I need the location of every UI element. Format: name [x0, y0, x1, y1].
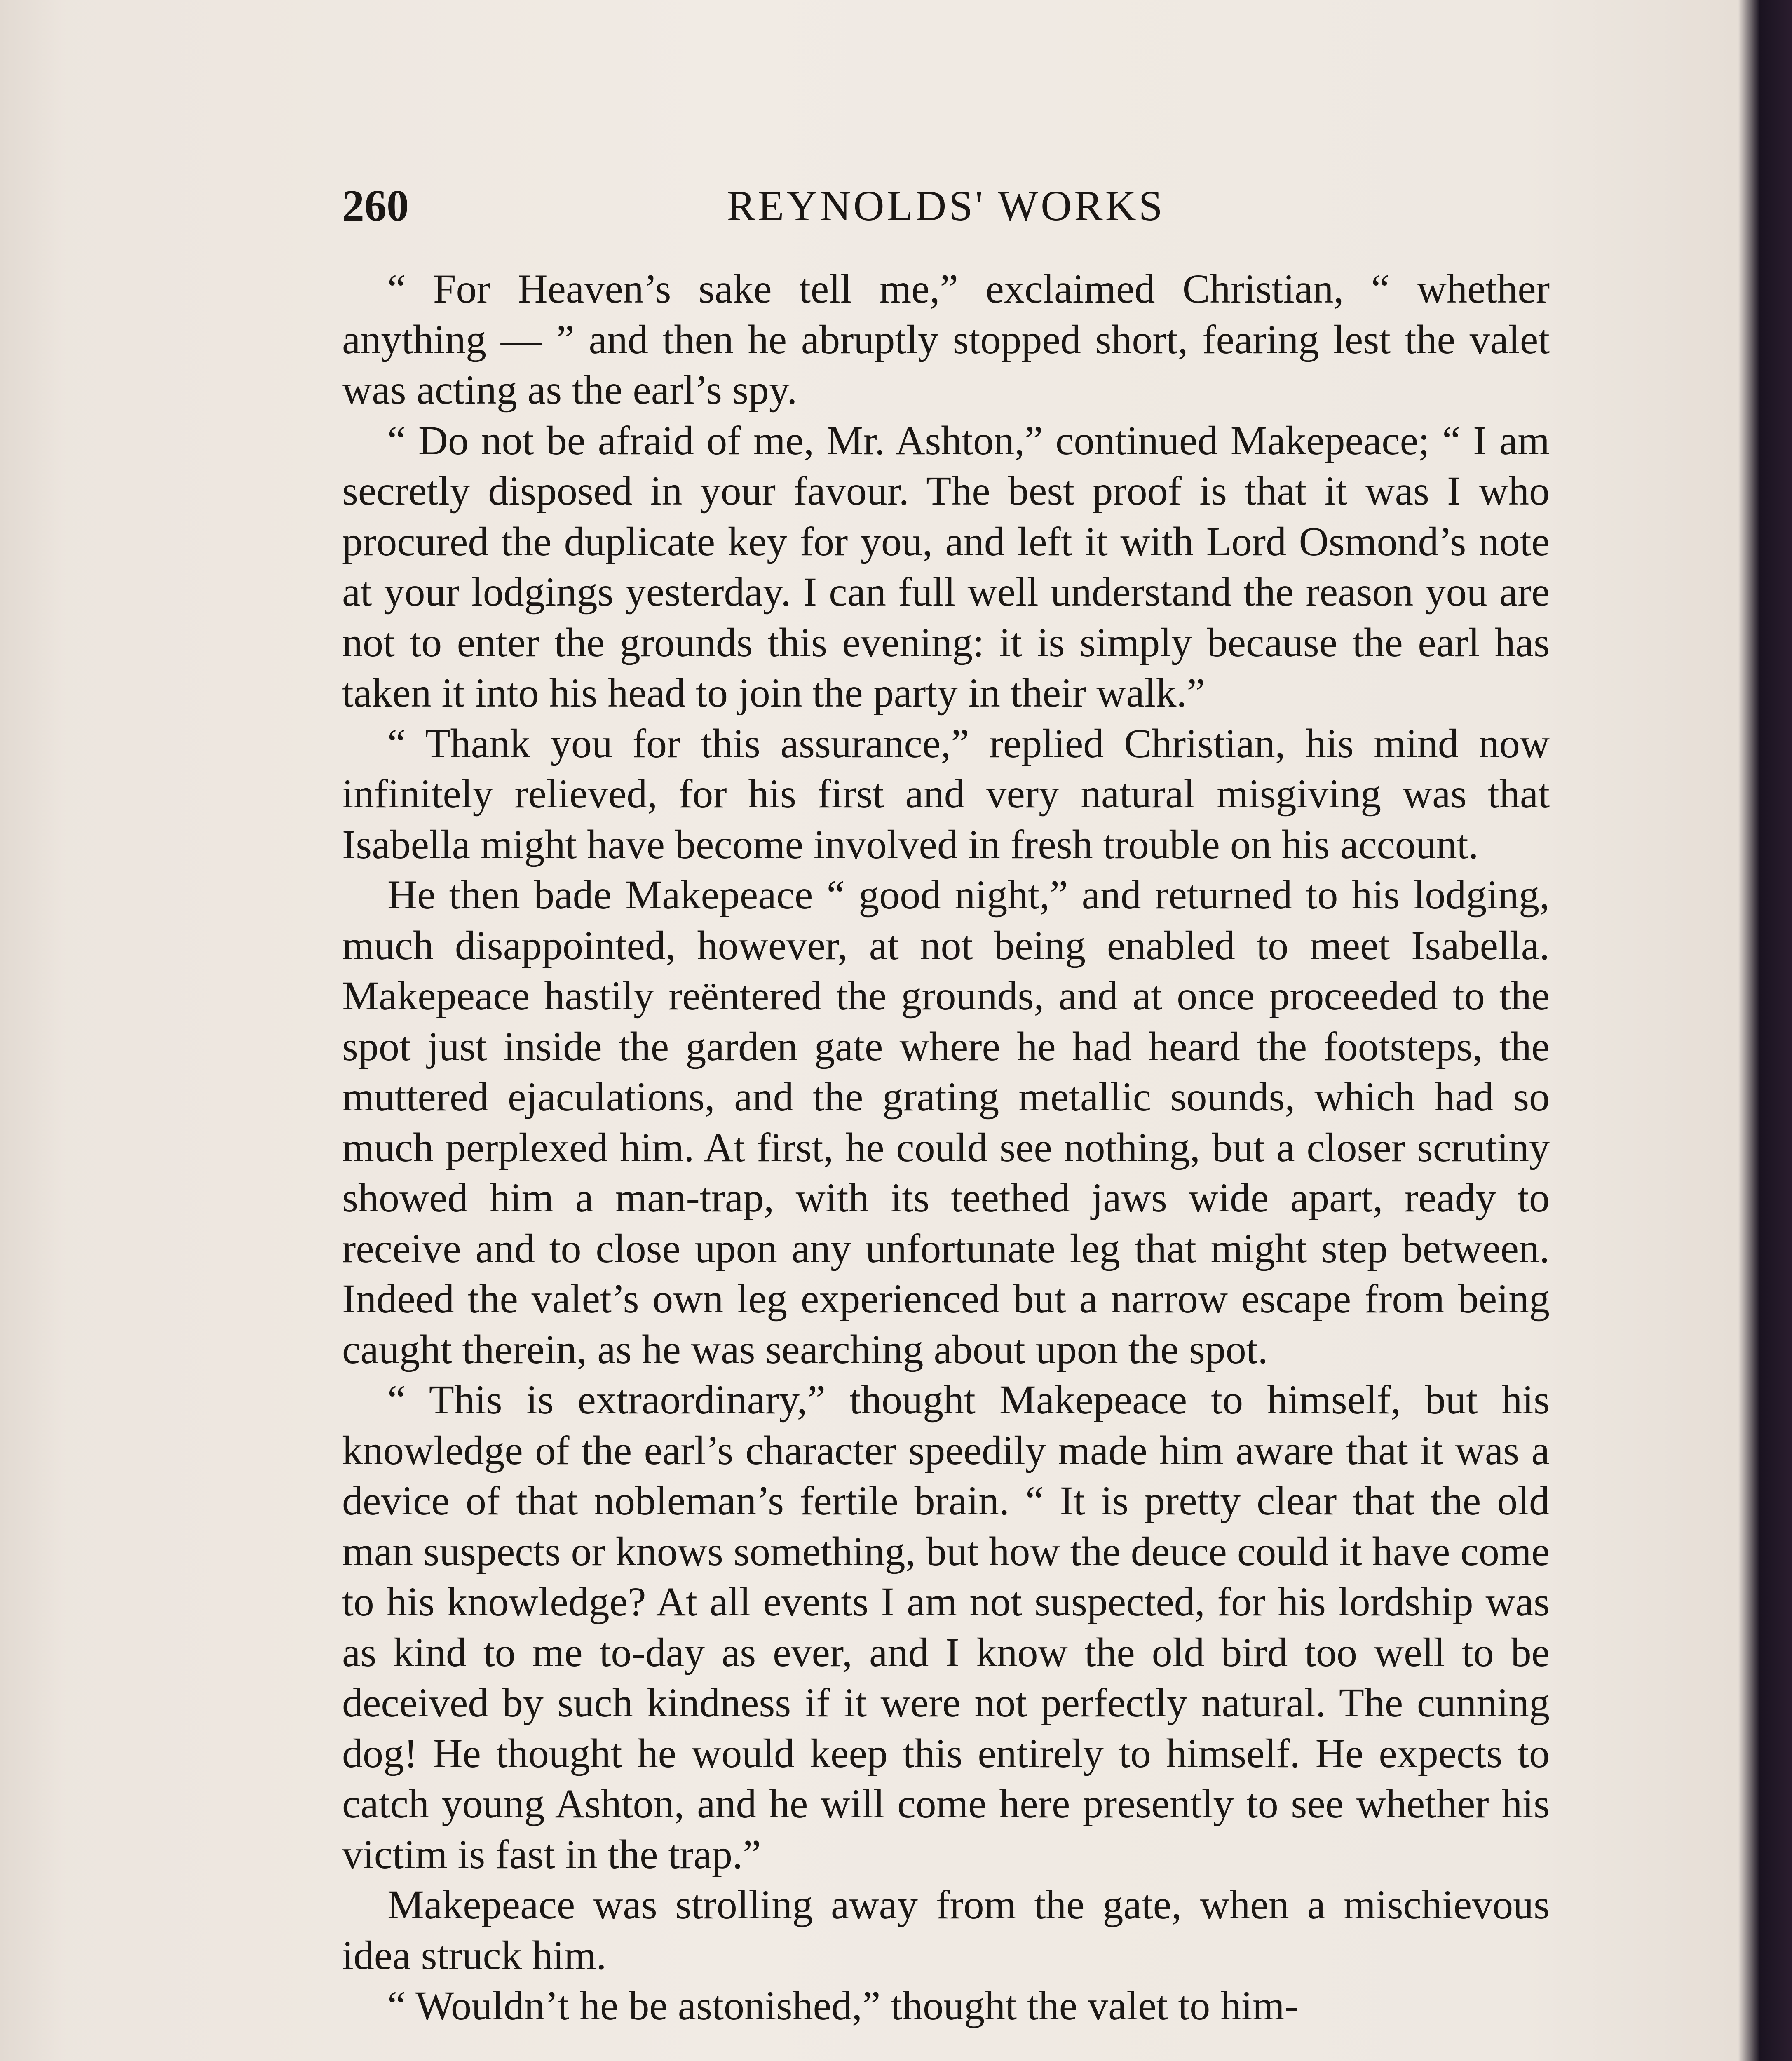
paragraph: “ Wouldn’t he be astonished,” thought the valet to him-	[387, 1983, 1299, 2028]
page-gutter-shadow	[0, 0, 66, 2061]
paragraph: He then bade Makepeace “ good night,” and returned to his lodging, much disappointed, however, at not being enabled to meet Isabella. Makepeace hastily reëntered the grounds, and at once proceeded to the spot just inside the garden gate where he had heard the footsteps, the muttered ejaculations, and the grating metallic sounds, which had so much perplexed him. At first, he could see nothing, but a closer scrutiny showed him a man-trap, with its teethed jaws wide apart, ready to receive and to close upon any unfortunate leg that might step between. Indeed the valet’s own leg experienced but a narrow escape from being caught therein, as he was searching about upon the spot.	[342, 872, 1550, 1372]
paragraph: “ This is extraordinary,” thought Makepeace to himself, but his knowledge of the earl’s character speedily made him aware that it was a device of that nobleman’s fertile brain. “ It is pretty clear that the old man suspects or knows something, but how the deuce could it have come to his knowledge? At all events I am not suspected, for his lordship was as kind to me to-day as ever, and I know the old bird too well to be deceived by such kindness if it were not perfectly natural. The cunning dog! He thought he would keep this entirely to himself. He expects to catch young Ashton, and he will come here presently to see whether his victim is fast in the trap.”	[342, 1377, 1550, 1877]
body-text	[342, 264, 1550, 2031]
page-number: 260	[342, 181, 409, 230]
paragraph: “ Do not be afraid of me, Mr. Ashton,” continued Makepeace; “ I am secretly disposed in your favour. The best proof is that it was I who procured the duplicate key for you, and left it with Lord Osmond’s note at your lodgings yesterday. I can full well understand the reason you are not to enter the grounds this evening: it is simply because the earl has taken it into his head to join the party in their walk.”	[342, 417, 1550, 716]
paragraph: Makepeace was strolling away from the gate, when a mischievous idea struck him.	[342, 1882, 1550, 1978]
page-header	[342, 171, 1550, 241]
paragraph: “ For Heaven’s sake tell me,” exclaimed Christian, “ whether anything — ” and then he abruptly stopped short, fearing lest the valet was acting as the earl’s spy.	[342, 266, 1550, 413]
running-title: REYNOLDS' WORKS	[727, 182, 1165, 230]
paragraph: “ Thank you for this assurance,” replied Christian, his mind now infinitely relieved, for his first and very natural misgiving was that Isabella might have become involved in fresh trouble on his account.	[342, 720, 1550, 867]
